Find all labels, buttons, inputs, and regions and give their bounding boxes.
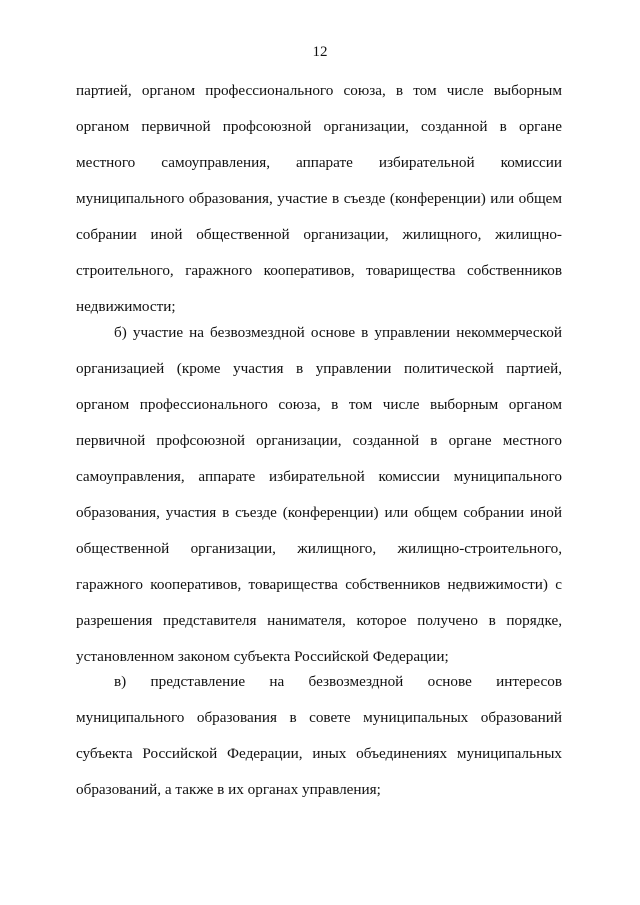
text-line: образования, участия в съезде (конференции) или общем собрании иной [76,504,562,521]
text-line: органом первичной профсоюзной организации, созданной в органе [76,118,562,135]
text-line: организацией (кроме участия в управлении политической партией, [76,360,562,377]
text-line: установленном законом субъекта Российской Федерации; [76,648,449,665]
text-line: общественной организации, жилищного, жилищно-строительного, [76,540,562,557]
text-line: органом профессионального союза, в том числе выборным органом [76,396,562,413]
text-line: муниципального образования в совете муниципальных образований [76,709,562,726]
text-line: недвижимости; [76,298,176,315]
text-line: разрешения представителя нанимателя, которое получено в порядке, [76,612,562,629]
text-line: местного самоуправления, аппарате избирательной комиссии [76,154,562,171]
text-line: муниципального образования, участие в съезде (конференции) или общем [76,190,562,207]
text-line: в) представление на безвозмездной основе интересов [114,673,562,690]
paragraph-item-v [76,672,562,816]
text-line: собрании иной общественной организации, жилищного, жилищно- [76,226,562,243]
text-line: первичной профсоюзной организации, созданной в органе местного [76,432,562,449]
text-line: гаражного кооперативов, товарищества собственников недвижимости) с [76,576,562,593]
text-line: субъекта Российской Федерации, иных объединениях муниципальных [76,745,562,762]
paragraph-item-b [76,323,562,683]
text-line: образований, а также в их органах управления; [76,781,381,798]
text-line: б) участие на безвозмездной основе в управлении некоммерческой [114,324,562,341]
text-line: самоуправления, аппарате избирательной комиссии муниципального [76,468,562,485]
text-line: партией, органом профессионального союза, в том числе выборным [76,82,562,99]
page-number: 12 [312,44,328,60]
text-line: строительного, гаражного кооперативов, товарищества собственников [76,262,562,279]
paragraph-continuation [76,81,562,333]
